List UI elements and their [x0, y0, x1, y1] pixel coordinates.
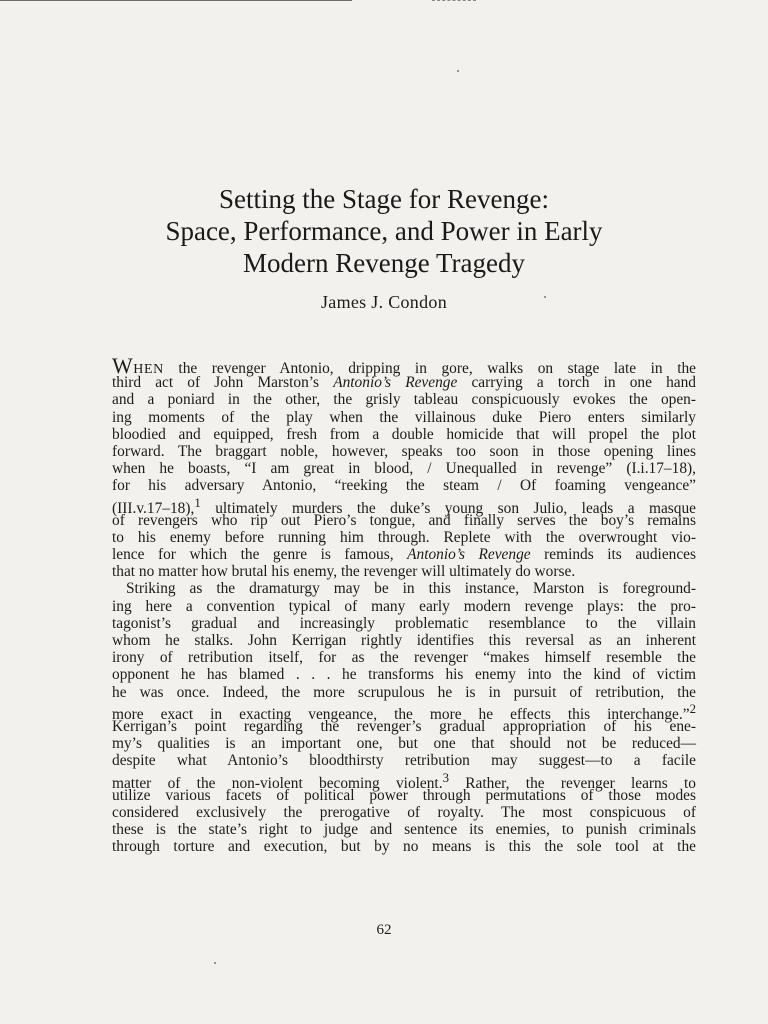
body-line-text: lence for which the genre is famous, — [112, 546, 408, 564]
body-line: forward. The braggart noble, however, speaks too soon in those opening lines — [112, 442, 696, 460]
footnote-marker: 1 — [194, 495, 201, 510]
scan-edge-line — [0, 0, 352, 1]
body-line: through torture and execution, but by no means is this the sole tool at the — [112, 838, 696, 856]
drop-cap: W — [112, 353, 134, 378]
body-line-text: Rather, the revenger learns to — [448, 774, 696, 792]
body-line: for his adversary Antonio, “reeking the steam / Of foaming vengeance” — [112, 477, 696, 495]
page-number: 62 — [376, 922, 392, 938]
body-line-text: (III.v.17–18), — [112, 499, 195, 517]
body-line: bloodied and equipped, fresh from a double homicide that will propel the plot — [112, 425, 696, 443]
body-line-text: more exact in exacting vengeance, the more he effects this interchange.” — [112, 705, 690, 723]
body-line: that no matter how brutal his enemy, the revenger will ultimately do worse. — [112, 563, 576, 581]
body-line — [112, 353, 696, 378]
body-line-text: third act of John Marston’s — [112, 374, 334, 392]
play-title: Antonio’s Revenge — [333, 374, 458, 392]
article-title-line-1: Setting the Stage for Revenge: — [219, 184, 549, 214]
body-line-text: carrying a torch in one hand — [457, 374, 697, 392]
article-title-line-2: Space, Performance, and Power in Early — [165, 216, 603, 246]
body-line-text: ultimately murders the duke’s young son Julio, leads a masque — [200, 499, 696, 517]
play-title: Antonio’s Revenge — [407, 546, 531, 564]
article-author: James J. Condon — [321, 292, 447, 312]
body-line — [112, 374, 696, 391]
small-caps-opening: HEN — [133, 362, 164, 377]
body-line: irony of retribution itself, for as the revenger “makes himself resemble the — [112, 649, 696, 667]
scan-speck — [214, 962, 216, 964]
body-line: my’s qualities is an important one, but one that should not be reduced— — [112, 735, 696, 753]
body-line: utilize various facets of political power through permutations of those modes — [112, 786, 696, 804]
body-line: ing moments of the play when the villainous duke Piero enters similarly — [112, 408, 696, 426]
body-line: of revengers who rip out Piero’s tongue, and finally serves the boy’s remains — [112, 511, 696, 529]
article-header — [0, 183, 768, 313]
body-line: considered exclusively the prerogative of royalty. The most conspicuous of — [112, 803, 696, 821]
body-line: to his enemy before running him through. Replete with the overwrought vio- — [112, 528, 696, 546]
body-line: he was once. Indeed, the more scrupulous he is in pursuit of retribution, the — [112, 683, 696, 701]
body-line: these is the state’s right to judge and sentence its enemies, to punish criminals — [112, 821, 696, 839]
body-line — [112, 546, 696, 563]
body-line: when he boasts, “I am great in blood, / Unequalled in revenge” (I.i.17–18), — [112, 460, 696, 478]
article-title-line-3: Modern Revenge Tragedy — [243, 248, 525, 278]
footnote-marker: 2 — [689, 701, 696, 716]
body-line — [112, 701, 696, 723]
body-line: opponent he has blamed . . . he transforms his enemy into the kind of victim — [112, 666, 696, 684]
scan-speck — [457, 70, 459, 72]
body-line: Striking as the dramaturgy may be in this instance, Marston is foreground- — [126, 580, 696, 598]
body-line: ing here a convention typical of many early modern revenge plays: the pro- — [112, 597, 696, 615]
body-line — [112, 770, 696, 792]
article-body — [112, 353, 697, 856]
body-line-text: reminds its audiences — [530, 546, 697, 564]
body-line: and a poniard in the other, the grisly tableau conspicuously evokes the open- — [112, 391, 696, 409]
body-line: Kerrigan’s point regarding the revenger’s gradual appropriation of his ene- — [112, 717, 696, 735]
body-line: tagonist’s gradual and increasingly problematic resemblance to the villain — [112, 614, 696, 632]
body-line — [112, 495, 696, 517]
body-line: whom he stalks. John Kerrigan rightly identifies this reversal as an inherent — [112, 632, 696, 649]
scan-edge-dash — [432, 0, 476, 1]
footnote-marker: 3 — [442, 770, 449, 785]
body-line-text: the revenger Antonio, dripping in gore, walks on stage late in the — [163, 360, 696, 377]
body-line: despite what Antonio’s bloodthirsty retribution may suggest—to a facile — [112, 752, 696, 770]
body-line-text: matter of the non-violent becoming violent. — [112, 774, 443, 792]
